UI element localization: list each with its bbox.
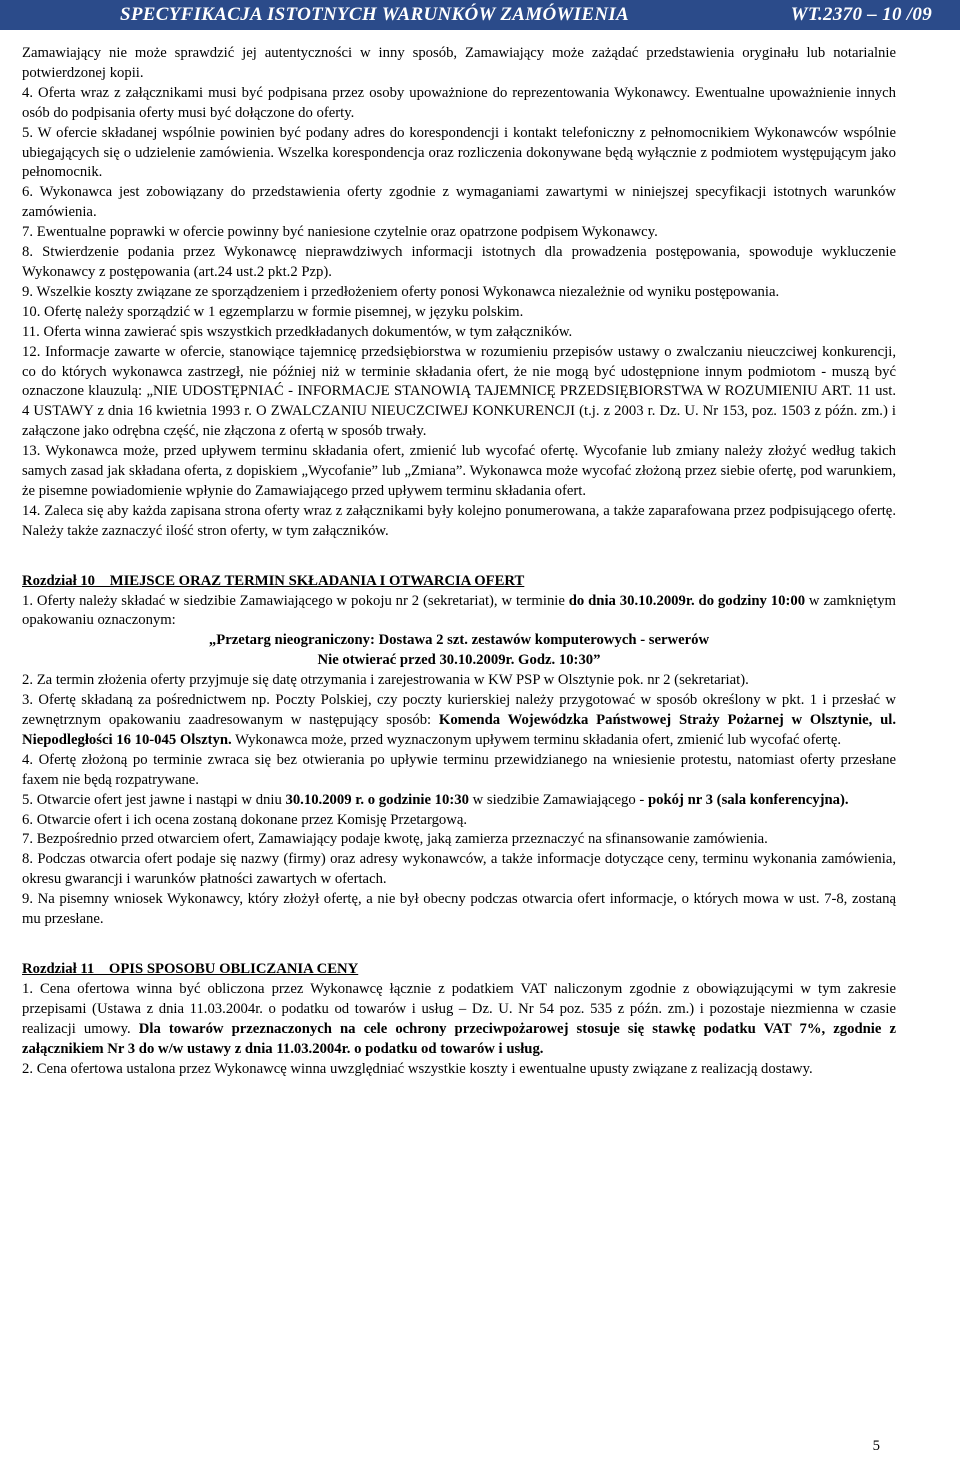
header-title: SPECYFIKACJA ISTOTNYCH WARUNKÓW ZAMÓWIENIA — [120, 4, 630, 25]
list-item — [22, 124, 896, 184]
list-item: 2. Za termin złożenia oferty przyjmuje się datę otrzymania i zarejestrowania w KW PSP w Olsztynie pok. nr 2 (sekretariat). — [22, 672, 749, 689]
list-item-number: 10. — [22, 303, 41, 320]
list-item — [22, 183, 896, 223]
list-item — [22, 223, 896, 243]
list-item-text: Zaleca się aby każda zapisana strona oferty wraz z załącznikami były kolejno ponumerowana, a także zaparafowana przez podpisującego ofertę. Należy także zaznaczyć ilość stron oferty, w tym załączników. — [22, 502, 896, 539]
list-item — [22, 343, 896, 443]
list-item-text: Ofertę należy sporządzić w 1 egzemplarzu w formie pisemnej, w języku polskim. — [44, 303, 524, 320]
list-item: 1. Cena ofertowa winna być obliczona przez Wykonawcę łącznie z podatkiem VAT naliczonym zgodnie z obowiązującymi w tym zakresie przepisami (Ustawa z dnia 11.03.2004r. o podatku od towarów i usług – Dz. U. Nr 54 poz. 535 z późn. zm.) i pozostaje niezmienna w czasie realizacji umowy. Dla towarów przeznaczonych na cele ochrony przeciwpożarowej stosuje się stawkę podatku VAT 7%, zgodnie z załącznikiem Nr 3 do w/w ustawy z dnia 11.03.2004r. o podatku od towarów i usług. — [22, 980, 896, 1057]
list-item — [22, 243, 896, 283]
list-item-number: 4. — [22, 84, 34, 101]
list-item-number: 11. — [22, 323, 40, 340]
page-number: 5 — [872, 1438, 880, 1454]
list-item: 8. Podczas otwarcia ofert podaje się nazwy (firmy) oraz adresy wykonawców, a także informacje dotyczące ceny, terminu wykonania zamówienia, okresu gwarancji i warunków płatności zawartych w ofertach. — [22, 851, 897, 888]
list-item-number: 7. — [22, 224, 34, 241]
section-11-heading: Rozdział 11 OPIS SPOSOBU OBLICZANIA CENY — [22, 960, 359, 977]
list-item-text: Wszelkie koszty związane ze sporządzeniem i przedłożeniem oferty ponosi Wykonawca niezależnie od wyniku postępowania. — [36, 283, 780, 300]
list-item: 7. Bezpośrednio przed otwarciem ofert, Zamawiający podaje kwotę, jaką zamierza przeznaczyć na sfinansowanie zamówienia. — [22, 831, 768, 848]
list-item: 3. Ofertę składaną za pośrednictwem np. Poczty Polskiej, czy poczty kurierskiej należy przygotować w sposób określony w pkt. 1 i przesłać w zewnętrznym opakowaniu zaadresowanym w następujący sposób: Komenda Wojewódzka Państwowej Straży Pożarnej w Olsztynie, ul. Niepodległości 16 10-045 Olsztyn. Wykonawca może, przed wyznaczonym upływem terminu składania ofert, zmienić lub wycofać ofertę. — [22, 692, 897, 748]
paragraph: Zamawiający nie może sprawdzić jej autentyczności w inny sposób, Zamawiający może zażądać przedstawienia oryginału lub notarialnie potwierdzonej kopii. — [22, 45, 896, 81]
document-body — [22, 44, 896, 1079]
list-item — [22, 84, 896, 124]
document-header — [0, 0, 960, 30]
list-item-number: 12. — [22, 343, 41, 360]
list-item: 9. Na pisemny wniosek Wykonawcy, który złożył ofertę, a nie był obecny podczas otwarcia ofert informacje, o których mowa w ust. 7-8, zostaną mu przesłane. — [22, 891, 896, 928]
list-item — [22, 442, 896, 502]
list-item-text: Wykonawca może, przed upływem terminu składania ofert, zmienić lub wycofać ofertę. Wycofanie lub zmiany należy złożyć według takich samych zasad jak składana oferta, z dopiskiem „Wycofanie” lub „Zmiana”. Wykonawca może wycofać złożoną przez siebie ofertę, pod warunkiem, że pisemne powiadomienie wpłynie do Zamawiającego przed upływem terminu składania ofert. — [22, 443, 896, 499]
list-item: 6. Otwarcie ofert i ich ocena zostaną dokonane przez Komisję Przetargową. — [22, 811, 468, 828]
list-item-text: Oferta winna zawierać spis wszystkich przedkładanych dokumentów, w tym załączników. — [43, 323, 573, 340]
list-item-text: Ewentualne poprawki w ofercie powinny być naniesione czytelnie oraz opatrzone podpisem Wykonawcy. — [36, 224, 658, 241]
list-item-number: 13. — [22, 443, 41, 460]
section-heading — [22, 960, 896, 980]
list-item-text: Wykonawca jest zobowiązany do przedstawienia oferty zgodnie z wymaganiami zawartymi w niniejszej specyfikacji istotnych warunków zamówienia. — [22, 184, 896, 221]
list-item-text: Stwierdzenie podania przez Wykonawcę nieprawdziwych informacji istotnych dla prowadzenia postępowania, spowoduje wykluczenie Wykonawcy z postępowania (art.24 ust.2 pkt.2 Pzp). — [22, 244, 897, 280]
list-item-number: 5. — [22, 124, 34, 141]
header-reference: WT.2370 – 10 /09 — [790, 4, 932, 25]
list-item — [22, 303, 896, 323]
list-item-text: Informacje zawarte w ofercie, stanowiące tajemnicę przedsiębiorstwa w rozumieniu przepisów ustawy o zwalczaniu nieuczciwej konkurencji, co do których wykonawca zastrzegł, nie później niż w terminie składania ofert, że nie mogą być udostępnione innym podmiotom - muszą być oznaczone klauzulą: „NIE UDOSTĘPNIAĆ - INFORMACJE STANOWIĄ TAJEMNICĘ PRZEDSIĘBIORSTWA W ROZUMIENIU ART. 11 ust. 4 USTAWY z dnia 16 kwietnia 1993 r. O ZWALCZANIU NIEUCZCIWEJ KONKURENCJI (t.j. z 2003 r. Dz. U. Nr 153, poz. 1503 z późn. zm.) i załączone jako odrębna część, nie złączona z ofertą w sposób trwały. — [22, 343, 896, 440]
list-item-text: Oferta wraz z załącznikami musi być podpisana przez osoby upoważnione do reprezentowania Wykonawcy. Ewentualne upoważnienie innych osób do podpisania oferty musi być dołączone do oferty. — [22, 84, 897, 121]
envelope-label-line-1: „Przetarg nieograniczony: Dostawa 2 szt. zestawów komputerowych - serwerów — [208, 632, 710, 649]
envelope-label-line-2: Nie otwierać przed 30.10.2009r. Godz. 10:30” — [317, 652, 601, 669]
list-item: 5. Otwarcie ofert jest jawne i nastąpi w dniu 30.10.2009 r. o godzinie 10:30 w siedzibie Zamawiającego - pokój nr 3 (sala konferencyjna). — [22, 791, 849, 808]
list-item-number: 6. — [22, 184, 34, 201]
list-item: 2. Cena ofertowa ustalona przez Wykonawcę winna uwzględniać wszystkie koszty i ewentualne upusty związane z realizacją dostawy. — [22, 1060, 813, 1077]
list-item: 4. Ofertę złożoną po terminie zwraca się bez otwierania po upływie terminu przewidzianego na wniesienie protestu, natomiast oferty przesłane faxem nie będą rozpatrywane. — [22, 751, 897, 788]
list-item-number: 8. — [22, 244, 34, 261]
list-item-text: W ofercie składanej wspólnie powinien być podany adres do korespondencji i kontakt telefoniczny z pełnomocnikiem Wykonawców wspólnie ubiegających się o udzielenie zamówienia. Wszelka korespondencja oraz rozliczenia dokonywane będą wyłącznie z podmiotem występującym jako pełnomocnik. — [22, 124, 896, 181]
list-item: 1. Oferty należy składać w siedzibie Zamawiającego w pokoju nr 2 (sekretariat), w terminie do dnia 30.10.2009r. do godziny 10:00 w zamkniętym opakowaniu oznaczonym: — [22, 592, 896, 629]
section-heading — [22, 572, 896, 592]
list-item-number: 14. — [22, 502, 41, 519]
section-10-heading: Rozdział 10 MIEJSCE ORAZ TERMIN SKŁADANIA I OTWARCIA OFERT — [22, 572, 525, 589]
list-item — [22, 283, 896, 303]
numbered-list — [22, 84, 896, 542]
list-item-number: 9. — [22, 283, 34, 300]
list-item — [22, 502, 896, 542]
list-item — [22, 323, 896, 343]
